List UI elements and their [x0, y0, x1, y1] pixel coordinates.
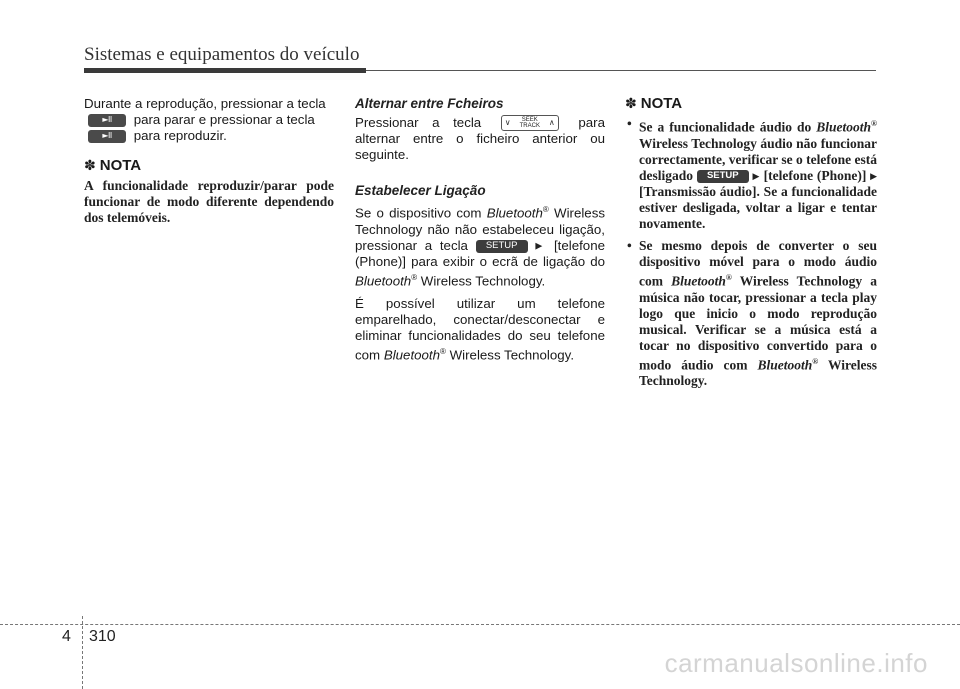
play-pause-paragraph: Durante a reprodução, pressionar a tecla ►II para parar e pressionar a tecla ►II para reproduzir. — [84, 96, 326, 143]
switch-files-paragraph: Pressionar a tecla ∨ SEEK TRACK ∧ para alternar entre o ficheiro anterior ou seguinte. — [355, 115, 605, 163]
play-pause-key-icon: ►II — [88, 114, 126, 127]
header-rule-thick — [84, 68, 366, 73]
connection-paragraph: Se o dispositivo com Bluetooth® Wireless Technology não não estabeleceu ligação, pressionar a tecla SETUP ▶ [telefone (Phone)] para exibir o ecrã de ligação do Bluetooth® Wireless Technology. — [355, 205, 605, 289]
note-star-icon: ✽ — [625, 96, 637, 112]
note-bullet-1: • Se a funcionalidade áudio do Bluetooth® Wireless Technology áudio não funcionar correctamente, verificar se o telefone está desligado SETUP ▶ [telefone (Phone)] ▶ [Transmissão áudio]. Se a funcionalidade estiver desligada, voltar a ligar e tentar novamente. — [625, 116, 877, 232]
chapter-number: 4 — [62, 628, 71, 645]
play-pause-key-icon: ►II — [88, 130, 126, 143]
header-rule-thin — [366, 70, 876, 71]
column-1 — [84, 96, 334, 232]
note-heading: ✽ NOTA — [625, 95, 683, 112]
section-heading-connection: Estabelecer Ligação — [355, 183, 486, 199]
section-heading-switch-files: Alternar entre Fcheiros — [355, 96, 504, 111]
page-number: 310 — [89, 628, 116, 645]
setup-key-icon: SETUP — [476, 240, 528, 253]
page-header-title: Sistemas e equipamentos do veículo — [84, 44, 360, 65]
arrow-right-icon: ▶ — [870, 171, 878, 182]
footer-divider — [82, 616, 83, 689]
column-2 — [355, 96, 605, 369]
arrow-right-icon: ▶ — [535, 241, 547, 252]
watermark: carmanualsonline.info — [664, 648, 928, 678]
note-heading: ✽ NOTA — [84, 157, 142, 174]
seek-track-key-icon: ∨ SEEK TRACK ∧ — [501, 115, 559, 131]
arrow-right-icon: ▶ — [752, 171, 760, 182]
footer-rule — [0, 624, 960, 625]
setup-key-icon: SETUP — [697, 170, 749, 183]
note-text: A funcionalidade reproduzir/parar pode funcionar de modo diferente dependendo dos telemóveis. — [84, 178, 334, 225]
paired-phone-paragraph: É possível utilizar um telefone emparelhado, conectar/desconectar e eliminar funcionalidades do seu telefone com Bluetooth® Wireless Technology. — [355, 295, 605, 363]
note-star-icon: ✽ — [84, 158, 96, 174]
note-bullet-2: • Se mesmo depois de converter o seu dispositivo móvel para o modo áudio com Bluetooth® Wireless Technology a música não tocar, pressionar a tecla play logo que inicio o modo reprodução musical. Verificar se a música está a tocar no dispositivo convertido para o modo áudio com Bluetooth® Wireless Technology. — [625, 238, 877, 389]
column-3 — [625, 96, 877, 395]
